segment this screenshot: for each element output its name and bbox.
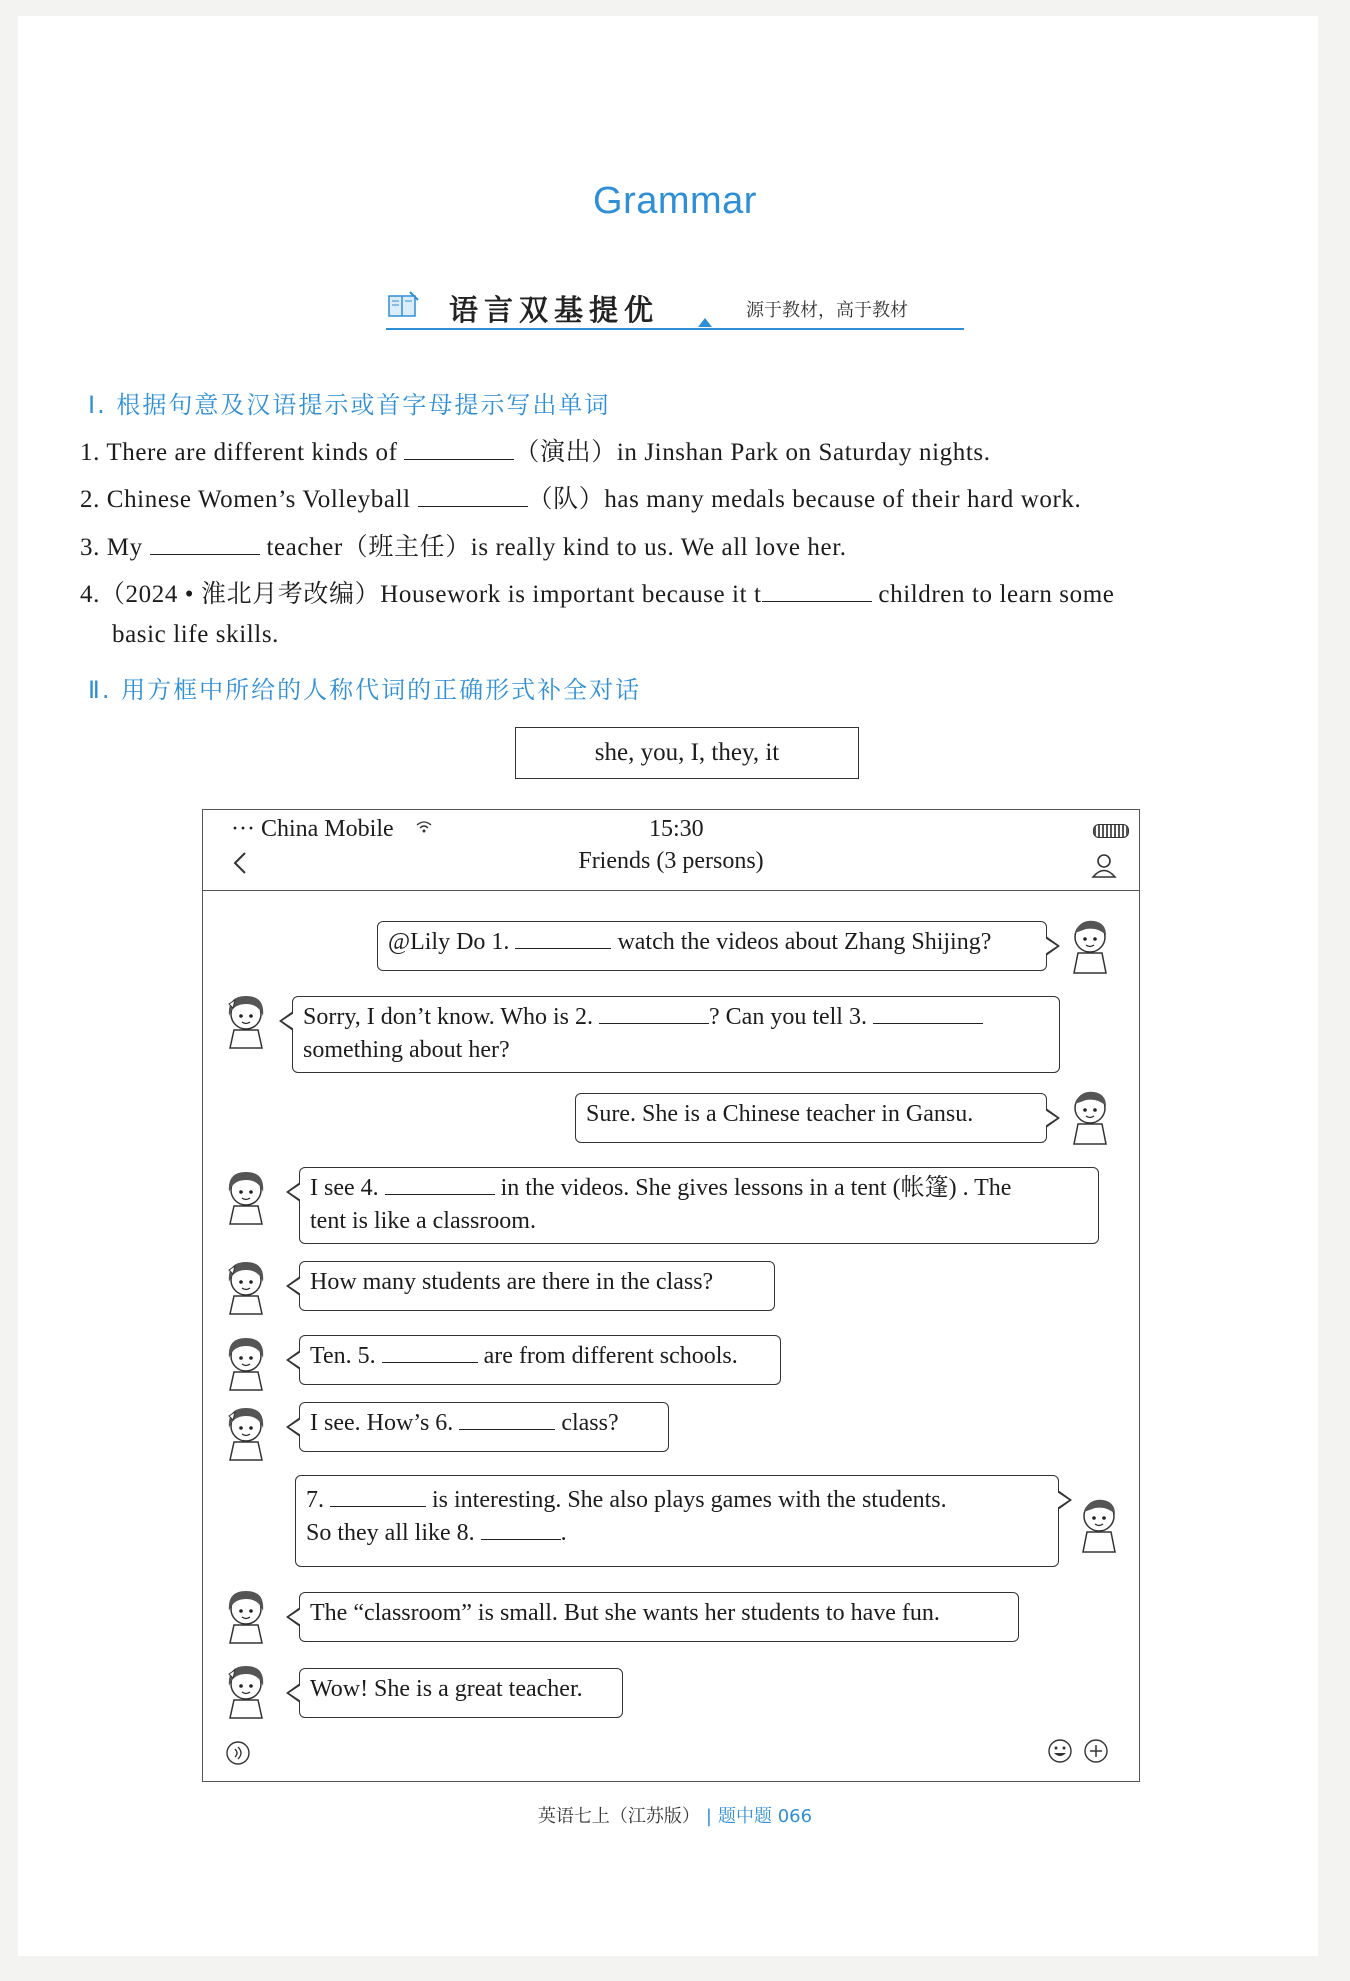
banner-subtitle: 源于教材，高于教材 (746, 300, 908, 321)
message-text: So they all like 8. (306, 1520, 481, 1546)
carrier-label: ··· China Mobile (231, 816, 394, 842)
chat-phone-frame (202, 809, 1140, 1782)
question-1 (80, 432, 991, 468)
emoji-icon[interactable] (1047, 1738, 1073, 1764)
header-divider (203, 890, 1139, 891)
footer-brand: 题中题 (717, 1806, 772, 1827)
answer-blank[interactable] (418, 486, 528, 507)
chat-bubble-girl (299, 1592, 1019, 1642)
person-icon[interactable] (1091, 852, 1117, 878)
answer-blank[interactable] (599, 1005, 709, 1024)
answer-blank[interactable] (330, 1488, 426, 1507)
page-title: Grammar (593, 180, 757, 222)
message-text: Ten. 5. (310, 1343, 382, 1369)
battery-icon (1093, 824, 1129, 838)
chat-bubble-girl (292, 996, 1060, 1073)
chat-bubble-boy (575, 1093, 1047, 1143)
page-footer (0, 1802, 1350, 1828)
answer-blank[interactable] (481, 1521, 561, 1540)
section2-heading: Ⅱ. 用方框中所给的人称代词的正确形式补全对话 (88, 676, 642, 704)
q1-text-b: （演出）in Jinshan Park on Saturday nights. (514, 439, 991, 466)
q1-text-a: 1. There are different kinds of (80, 439, 405, 466)
question-3 (80, 527, 847, 563)
message-text: something about her? (303, 1037, 510, 1063)
question-4-continued: basic life skills. (112, 621, 280, 648)
message-text: The “classroom” is small. But she wants her students to have fun. (310, 1600, 940, 1626)
q3-text-b: teacher（班主任）is really kind to us. We all love her. (259, 534, 847, 561)
page-number: 066 (777, 1806, 813, 1827)
question-4 (80, 574, 1114, 610)
girl-avatar (221, 1166, 271, 1228)
clock-time: 15:30 (649, 816, 704, 842)
message-text: watch the videos about Zhang Shijing? (611, 929, 992, 955)
q2-text-a: 2. Chinese Women’s Volleyball (80, 486, 418, 513)
book-icon (386, 290, 420, 320)
answer-blank[interactable] (873, 1005, 983, 1024)
plus-icon[interactable] (1083, 1738, 1109, 1764)
banner-title: 语言双基提优 (449, 293, 660, 327)
chat-bubble-girl (299, 1261, 775, 1311)
answer-blank[interactable] (762, 581, 872, 602)
boy-avatar (1066, 915, 1116, 977)
chat-bubble-girl (299, 1335, 781, 1385)
girl-avatar (221, 1256, 271, 1318)
footer-book: 英语七上（江苏版） (537, 1806, 700, 1827)
chat-bubble-girl (299, 1402, 669, 1452)
answer-blank[interactable] (382, 1344, 478, 1363)
question-2 (80, 479, 1081, 515)
message-text: . (560, 1520, 567, 1546)
voice-icon[interactable] (225, 1740, 251, 1766)
chat-bubble-girl (299, 1668, 623, 1718)
message-text: Sure. She is a Chinese teacher in Gansu. (586, 1101, 974, 1127)
answer-blank[interactable] (515, 930, 611, 949)
message-text: in the videos. She gives lessons in a tent (帐篷) . The (494, 1175, 1012, 1201)
q4-text-b: children to learn some (871, 581, 1115, 608)
answer-blank[interactable] (459, 1411, 555, 1430)
message-text: ? Can you tell 3. (709, 1004, 873, 1030)
boy-avatar (1066, 1086, 1116, 1148)
q3-text-a: 3. My (80, 534, 150, 561)
chat-bubble-girl (299, 1167, 1099, 1244)
girl-avatar (221, 1332, 271, 1394)
chat-group-title: Friends (3 persons) (578, 848, 764, 874)
answer-blank[interactable] (385, 1176, 495, 1195)
footer-divider: | (705, 1806, 712, 1827)
message-text: I see 4. (310, 1175, 385, 1201)
girl-avatar (221, 1402, 271, 1464)
boy-avatar (1075, 1494, 1125, 1556)
girl-avatar (221, 1585, 271, 1647)
girl-avatar (221, 1660, 271, 1722)
chat-bubble-boy (377, 921, 1047, 971)
banner-pointer (698, 318, 712, 327)
message-text: @Lily Do 1. (388, 929, 516, 955)
wifi-icon (415, 820, 433, 834)
message-text: class? (555, 1410, 619, 1436)
chat-bubble-boy (295, 1475, 1059, 1567)
message-text: are from different schools. (477, 1343, 738, 1369)
message-text: is interesting. She also plays games with the students. (426, 1487, 947, 1513)
q4-text-a: 4.（2024 • 淮北月考改编）Housework is important because it t (80, 581, 762, 608)
girl-avatar (221, 990, 271, 1052)
message-text: Sorry, I don’t know. Who is 2. (303, 1004, 599, 1030)
message-text: I see. How’s 6. (310, 1410, 460, 1436)
message-text: 7. (306, 1487, 330, 1513)
answer-blank[interactable] (404, 439, 514, 460)
message-text: tent is like a classroom. (310, 1208, 536, 1234)
message-text: How many students are there in the class? (310, 1269, 714, 1295)
message-text: Wow! She is a great teacher. (310, 1676, 583, 1702)
section1-heading: Ⅰ. 根据句意及汉语提示或首字母提示写出单词 (88, 391, 611, 419)
answer-blank[interactable] (150, 534, 260, 555)
section-banner (386, 288, 964, 330)
q2-text-b: （队）has many medals because of their hard work. (527, 486, 1082, 513)
word-box: she, you, I, they, it (515, 727, 859, 779)
